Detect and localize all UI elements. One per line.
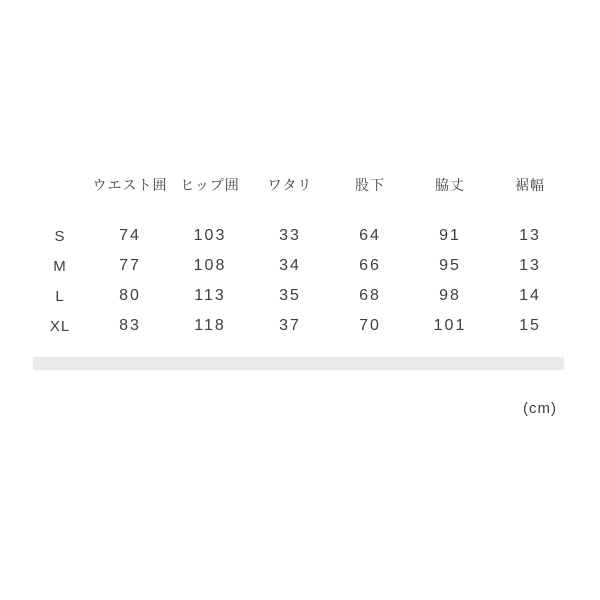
measurement-value: 33 [279, 227, 301, 244]
table-row-m [30, 251, 570, 281]
measurement-value: 103 [193, 227, 227, 244]
size-label: L [55, 287, 65, 305]
measurement-value: 13 [519, 227, 541, 244]
size-label: XL [49, 317, 71, 335]
measurement-value: 108 [193, 257, 227, 274]
table-row-l [30, 281, 570, 311]
measurement-value: 13 [519, 257, 541, 274]
size-label: S [54, 227, 66, 245]
measurement-value: 64 [359, 227, 381, 244]
measurement-value: 66 [359, 257, 381, 274]
column-header-waist: ウエスト囲 [92, 177, 168, 193]
measurement-value: 34 [279, 257, 301, 274]
measurement-value: 95 [439, 257, 461, 274]
column-header-thigh: ワタリ [267, 177, 313, 193]
measurement-value: 35 [279, 287, 301, 304]
column-header-side-length: 脇丈 [435, 177, 465, 193]
measurement-value: 77 [119, 257, 141, 274]
size-chart-table [30, 175, 570, 341]
unit-label: (cm) [523, 400, 557, 417]
header-row [30, 175, 570, 195]
table-row-xl [30, 311, 570, 341]
measurement-value: 15 [519, 317, 541, 334]
measurement-value: 118 [194, 317, 226, 334]
column-header-inseam: 股下 [355, 177, 385, 193]
divider-bar [33, 357, 564, 370]
measurement-value: 91 [439, 227, 461, 244]
measurement-value: 68 [359, 287, 381, 304]
measurement-value: 74 [119, 227, 141, 244]
measurement-value: 70 [359, 317, 381, 334]
measurement-value: 37 [279, 317, 301, 334]
size-label: M [53, 257, 67, 275]
column-header-hip: ヒップ囲 [180, 177, 240, 193]
measurement-value: 113 [194, 287, 226, 304]
table-body [30, 221, 570, 341]
measurement-value: 14 [519, 287, 541, 304]
measurement-value: 98 [439, 287, 461, 304]
column-header-hem-width: 裾幅 [515, 177, 545, 193]
table-row-s [30, 221, 570, 251]
measurement-value: 83 [119, 317, 141, 334]
measurement-value: 80 [119, 287, 141, 304]
measurement-value: 101 [433, 317, 467, 334]
